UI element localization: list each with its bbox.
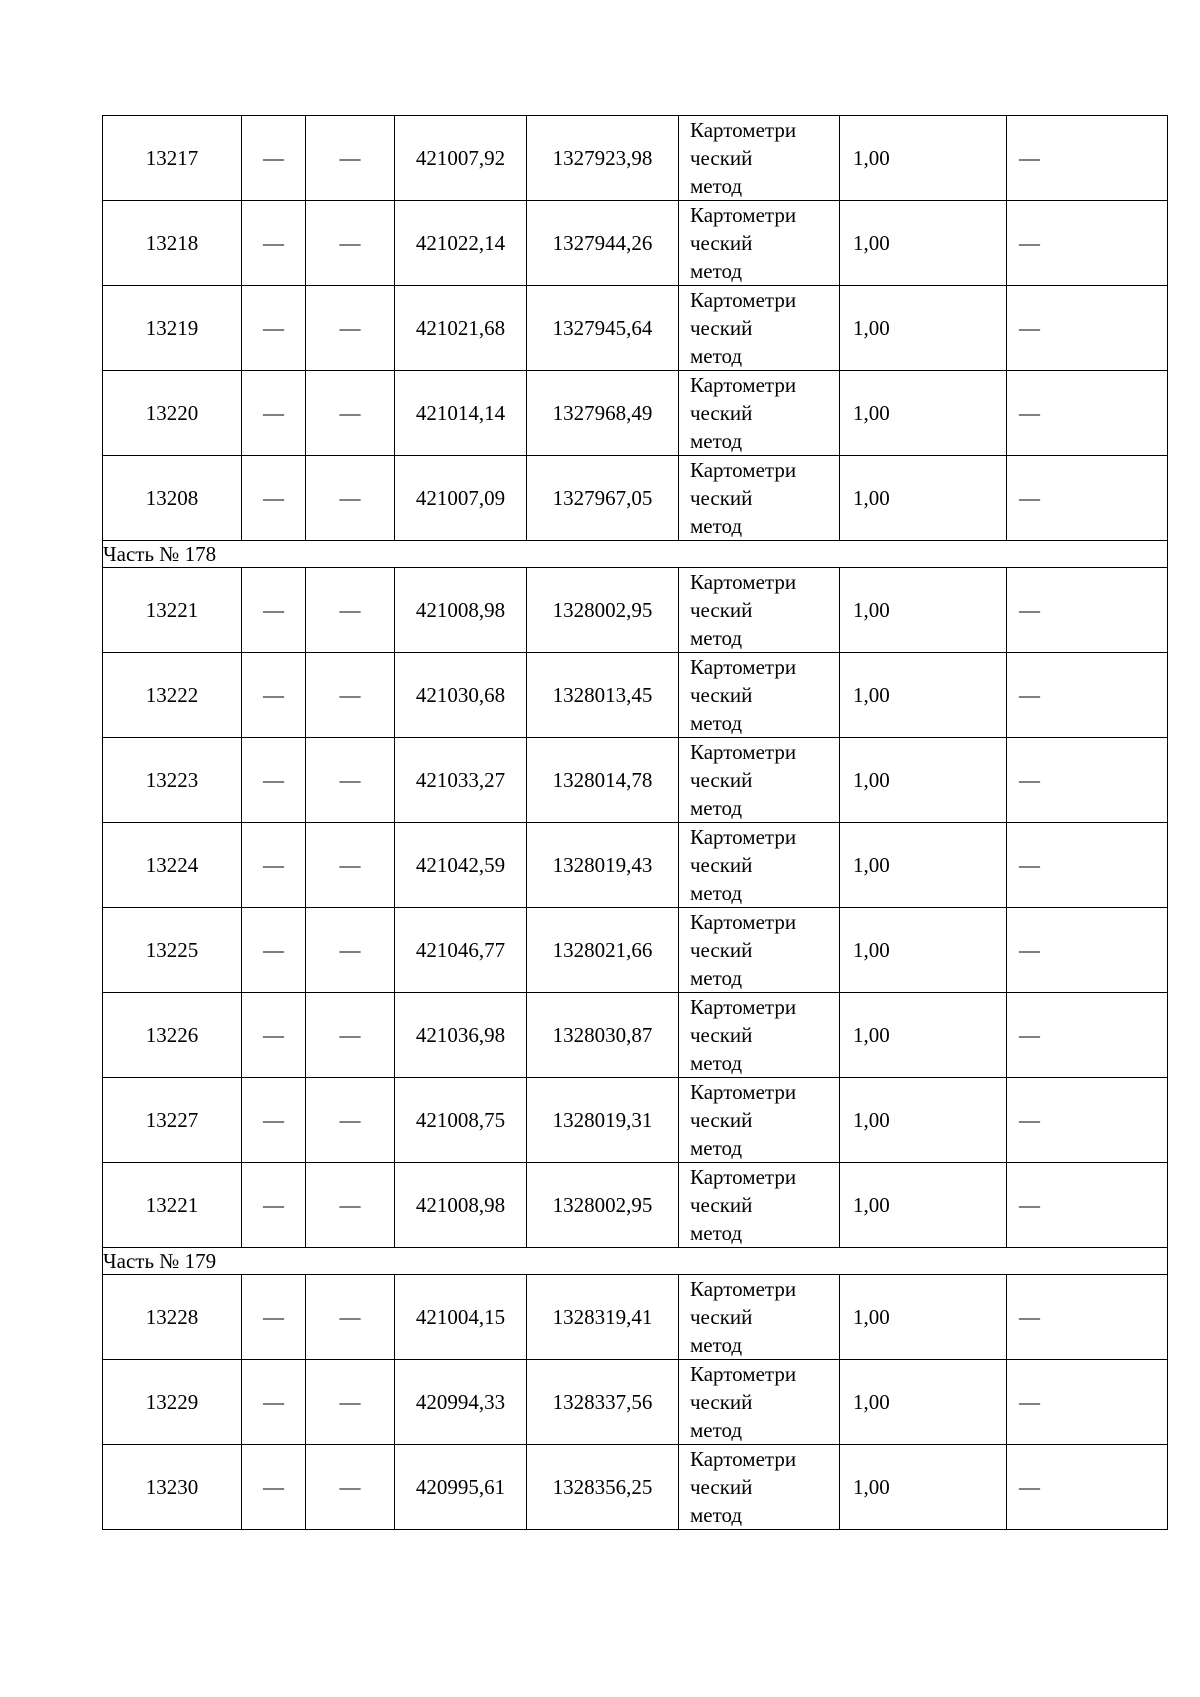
y-coordinate-cell: 1327923,98 — [527, 116, 679, 201]
x-coordinate-cell: 421033,27 — [395, 738, 527, 823]
empty-value-cell: — — [306, 823, 395, 908]
empty-value-cell: — — [242, 286, 306, 371]
accuracy-cell: 1,00 — [840, 456, 1007, 541]
point-number-cell: 13208 — [103, 456, 242, 541]
table-row — [103, 908, 1168, 993]
point-number-cell: 13222 — [103, 653, 242, 738]
accuracy-cell: 1,00 — [840, 653, 1007, 738]
empty-value-cell: — — [242, 1360, 306, 1445]
method-text-line: Картометри — [690, 1362, 797, 1386]
method-text-line: метод — [690, 1503, 743, 1527]
method-text-line: ческий — [690, 146, 753, 170]
empty-value-cell: — — [306, 456, 395, 541]
empty-value-cell: — — [306, 371, 395, 456]
y-coordinate-cell: 1328356,25 — [527, 1445, 679, 1530]
method-text-line: Картометри — [690, 288, 797, 312]
method-text-line: метод — [690, 174, 743, 198]
x-coordinate-cell: 421014,14 — [395, 371, 527, 456]
point-number-cell: 13221 — [103, 1163, 242, 1248]
method-text-line: метод — [690, 966, 743, 990]
method-cell — [679, 1163, 840, 1248]
method-text-line: Картометри — [690, 118, 797, 142]
method-text-line: Картометри — [690, 1080, 797, 1104]
empty-value-cell: — — [1007, 908, 1168, 993]
accuracy-cell: 1,00 — [840, 371, 1007, 456]
table-body — [103, 116, 1168, 1530]
y-coordinate-cell: 1327967,05 — [527, 456, 679, 541]
empty-value-cell: — — [242, 1275, 306, 1360]
accuracy-cell: 1,00 — [840, 286, 1007, 371]
method-text-line: метод — [690, 429, 743, 453]
table-row — [103, 738, 1168, 823]
table-row — [103, 993, 1168, 1078]
empty-value-cell: — — [1007, 823, 1168, 908]
empty-value-cell: — — [1007, 1275, 1168, 1360]
method-cell — [679, 993, 840, 1078]
empty-value-cell: — — [242, 823, 306, 908]
method-text-line: ческий — [690, 938, 753, 962]
point-number-cell: 13221 — [103, 568, 242, 653]
accuracy-cell: 1,00 — [840, 1163, 1007, 1248]
method-cell — [679, 738, 840, 823]
method-text-line: ческий — [690, 683, 753, 707]
x-coordinate-cell: 421007,92 — [395, 116, 527, 201]
y-coordinate-cell: 1328019,43 — [527, 823, 679, 908]
method-text-line: ческий — [690, 486, 753, 510]
method-cell — [679, 1078, 840, 1163]
accuracy-cell: 1,00 — [840, 568, 1007, 653]
empty-value-cell: — — [1007, 1078, 1168, 1163]
empty-value-cell: — — [306, 1445, 395, 1530]
method-cell — [679, 1360, 840, 1445]
point-number-cell: 13217 — [103, 116, 242, 201]
empty-value-cell: — — [306, 286, 395, 371]
empty-value-cell: — — [1007, 456, 1168, 541]
y-coordinate-cell: 1328319,41 — [527, 1275, 679, 1360]
empty-value-cell: — — [242, 1078, 306, 1163]
point-number-cell: 13229 — [103, 1360, 242, 1445]
accuracy-cell: 1,00 — [840, 1078, 1007, 1163]
method-cell — [679, 201, 840, 286]
method-text-line: метод — [690, 796, 743, 820]
method-text-line: метод — [690, 1333, 743, 1357]
empty-value-cell: — — [306, 993, 395, 1078]
point-number-cell: 13228 — [103, 1275, 242, 1360]
method-cell — [679, 568, 840, 653]
accuracy-cell: 1,00 — [840, 993, 1007, 1078]
method-text-line: ческий — [690, 853, 753, 877]
y-coordinate-cell: 1328002,95 — [527, 1163, 679, 1248]
y-coordinate-cell: 1328030,87 — [527, 993, 679, 1078]
x-coordinate-cell: 421008,98 — [395, 568, 527, 653]
method-text-line: Картометри — [690, 570, 797, 594]
method-text-line: Картометри — [690, 825, 797, 849]
x-coordinate-cell: 421021,68 — [395, 286, 527, 371]
point-number-cell: 13223 — [103, 738, 242, 823]
y-coordinate-cell: 1328337,56 — [527, 1360, 679, 1445]
method-cell — [679, 1275, 840, 1360]
method-text-line: ческий — [690, 1390, 753, 1414]
method-text-line: метод — [690, 626, 743, 650]
method-cell — [679, 1445, 840, 1530]
table-row — [103, 201, 1168, 286]
table-row — [103, 371, 1168, 456]
x-coordinate-cell: 421042,59 — [395, 823, 527, 908]
accuracy-cell: 1,00 — [840, 738, 1007, 823]
part-label: Часть № 178 — [103, 541, 1168, 568]
y-coordinate-cell: 1328019,31 — [527, 1078, 679, 1163]
empty-value-cell: — — [306, 653, 395, 738]
method-cell — [679, 286, 840, 371]
table-row — [103, 1275, 1168, 1360]
accuracy-cell: 1,00 — [840, 908, 1007, 993]
empty-value-cell: — — [306, 1078, 395, 1163]
empty-value-cell: — — [242, 371, 306, 456]
method-text-line: ческий — [690, 1475, 753, 1499]
method-text-line: метод — [690, 1136, 743, 1160]
method-text-line: Картометри — [690, 1277, 797, 1301]
accuracy-cell: 1,00 — [840, 1445, 1007, 1530]
method-text-line: ческий — [690, 401, 753, 425]
point-number-cell: 13227 — [103, 1078, 242, 1163]
y-coordinate-cell: 1327968,49 — [527, 371, 679, 456]
x-coordinate-cell: 421036,98 — [395, 993, 527, 1078]
table-row — [103, 456, 1168, 541]
empty-value-cell: — — [242, 653, 306, 738]
x-coordinate-cell: 421022,14 — [395, 201, 527, 286]
y-coordinate-cell: 1327944,26 — [527, 201, 679, 286]
x-coordinate-cell: 420995,61 — [395, 1445, 527, 1530]
empty-value-cell: — — [1007, 371, 1168, 456]
x-coordinate-cell: 421004,15 — [395, 1275, 527, 1360]
table-row — [103, 823, 1168, 908]
method-text-line: ческий — [690, 316, 753, 340]
empty-value-cell: — — [1007, 568, 1168, 653]
empty-value-cell: — — [306, 738, 395, 823]
empty-value-cell: — — [1007, 201, 1168, 286]
empty-value-cell: — — [1007, 1445, 1168, 1530]
method-text-line: Картометри — [690, 910, 797, 934]
x-coordinate-cell: 421008,98 — [395, 1163, 527, 1248]
accuracy-cell: 1,00 — [840, 823, 1007, 908]
empty-value-cell: — — [242, 201, 306, 286]
table-row — [103, 653, 1168, 738]
empty-value-cell: — — [1007, 993, 1168, 1078]
y-coordinate-cell: 1328002,95 — [527, 568, 679, 653]
x-coordinate-cell: 420994,33 — [395, 1360, 527, 1445]
x-coordinate-cell: 421046,77 — [395, 908, 527, 993]
y-coordinate-cell: 1328014,78 — [527, 738, 679, 823]
table-row — [103, 1360, 1168, 1445]
method-text-line: Картометри — [690, 373, 797, 397]
method-text-line: метод — [690, 1221, 743, 1245]
point-number-cell: 13218 — [103, 201, 242, 286]
method-text-line: метод — [690, 344, 743, 368]
empty-value-cell: — — [306, 568, 395, 653]
empty-value-cell: — — [306, 1360, 395, 1445]
empty-value-cell: — — [306, 1163, 395, 1248]
empty-value-cell: — — [306, 1275, 395, 1360]
point-number-cell: 13219 — [103, 286, 242, 371]
table-row — [103, 116, 1168, 201]
empty-value-cell: — — [1007, 653, 1168, 738]
y-coordinate-cell: 1327945,64 — [527, 286, 679, 371]
method-text-line: ческий — [690, 1108, 753, 1132]
point-number-cell: 13225 — [103, 908, 242, 993]
empty-value-cell: — — [242, 1163, 306, 1248]
empty-value-cell: — — [1007, 116, 1168, 201]
accuracy-cell: 1,00 — [840, 116, 1007, 201]
method-cell — [679, 908, 840, 993]
method-text-line: метод — [690, 711, 743, 735]
point-number-cell: 13220 — [103, 371, 242, 456]
y-coordinate-cell: 1328021,66 — [527, 908, 679, 993]
part-label: Часть № 179 — [103, 1248, 1168, 1275]
method-cell — [679, 823, 840, 908]
table-row — [103, 1445, 1168, 1530]
empty-value-cell: — — [242, 738, 306, 823]
x-coordinate-cell: 421008,75 — [395, 1078, 527, 1163]
accuracy-cell: 1,00 — [840, 1275, 1007, 1360]
method-cell — [679, 116, 840, 201]
accuracy-cell: 1,00 — [840, 201, 1007, 286]
method-text-line: метод — [690, 1051, 743, 1075]
empty-value-cell: — — [306, 201, 395, 286]
method-cell — [679, 456, 840, 541]
method-cell — [679, 653, 840, 738]
method-text-line: метод — [690, 1418, 743, 1442]
part-header-row — [103, 1248, 1168, 1275]
empty-value-cell: — — [1007, 738, 1168, 823]
method-cell — [679, 371, 840, 456]
method-text-line: Картометри — [690, 203, 797, 227]
empty-value-cell: — — [242, 993, 306, 1078]
method-text-line: метод — [690, 514, 743, 538]
empty-value-cell: — — [242, 456, 306, 541]
x-coordinate-cell: 421007,09 — [395, 456, 527, 541]
table-row — [103, 568, 1168, 653]
method-text-line: метод — [690, 259, 743, 283]
accuracy-cell: 1,00 — [840, 1360, 1007, 1445]
method-text-line: ческий — [690, 768, 753, 792]
method-text-line: ческий — [690, 1193, 753, 1217]
empty-value-cell: — — [1007, 1163, 1168, 1248]
method-text-line: Картометри — [690, 458, 797, 482]
empty-value-cell: — — [306, 116, 395, 201]
empty-value-cell: — — [242, 116, 306, 201]
empty-value-cell: — — [1007, 1360, 1168, 1445]
point-number-cell: 13224 — [103, 823, 242, 908]
method-text-line: Картометри — [690, 1447, 797, 1471]
empty-value-cell: — — [242, 1445, 306, 1530]
empty-value-cell: — — [1007, 286, 1168, 371]
method-text-line: ческий — [690, 231, 753, 255]
method-text-line: ческий — [690, 1023, 753, 1047]
point-number-cell: 13230 — [103, 1445, 242, 1530]
method-text-line: Картометри — [690, 1165, 797, 1189]
table-row — [103, 286, 1168, 371]
empty-value-cell: — — [306, 908, 395, 993]
method-text-line: Картометри — [690, 740, 797, 764]
point-number-cell: 13226 — [103, 993, 242, 1078]
method-text-line: ческий — [690, 1305, 753, 1329]
method-text-line: ческий — [690, 598, 753, 622]
y-coordinate-cell: 1328013,45 — [527, 653, 679, 738]
table-row — [103, 1163, 1168, 1248]
part-header-row — [103, 541, 1168, 568]
method-text-line: Картометри — [690, 655, 797, 679]
empty-value-cell: — — [242, 908, 306, 993]
table-row — [103, 1078, 1168, 1163]
empty-value-cell: — — [242, 568, 306, 653]
method-text-line: метод — [690, 881, 743, 905]
coordinates-table — [102, 115, 1168, 1530]
method-text-line: Картометри — [690, 995, 797, 1019]
x-coordinate-cell: 421030,68 — [395, 653, 527, 738]
